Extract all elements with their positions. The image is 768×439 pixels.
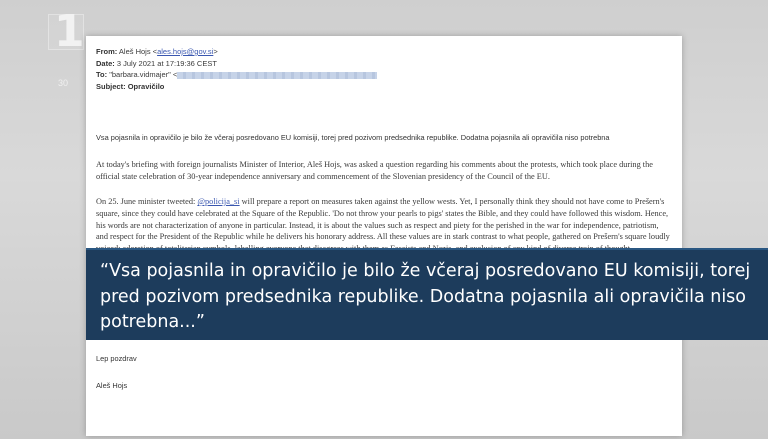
quote-caption-text: “Vsa pojasnila in opravičilo je bilo že včeraj posredovano EU komisiji, torej pred pozivom predsednika republike. Dodatna pojasnila ali opravičila niso potrebna...” — [100, 261, 751, 332]
para2-rest: will prepare a report on measures taken against the yellow wests. Yet, I personally think they should not have come to Prešern's square, since they could have celebrated at the Square of the Republic. 'Do not throw your pearls to pigs' states the Bible, and they could have followed this wisdom. Hence, his words are not characterization of anyone in particular. Instead, it is about the values such as respect and piety for the perished in the war for independence, patriotism, and respect for the President of the Republic while he delivers his honorary address. All these values are in stark contrast to what people, gathered on Prešern's square loudly — [96, 197, 670, 242]
caption-accent-line — [86, 248, 768, 250]
slovene-message: Vsa pojasnila in opravičilo je bilo že včeraj posredovano EU komisiji, torej pred pozivom predsednika republike. Dodatna pojasnila ali opravičila niso potrebna — [96, 133, 610, 142]
channel-logo — [48, 6, 85, 88]
closing-line: Lep pozdrav — [96, 354, 137, 363]
email-header — [96, 46, 377, 92]
para2-start: On 25. June minister tweeted: — [96, 197, 198, 206]
subject-line — [96, 81, 377, 93]
date-line — [96, 58, 377, 70]
subject-label: Subject: — [96, 81, 126, 91]
from-line — [96, 46, 377, 58]
email-document — [86, 36, 682, 436]
from-email-link[interactable]: ales.hojs@gov.si — [157, 47, 214, 56]
date-label: Date: — [96, 58, 115, 68]
from-end: > — [213, 47, 218, 56]
from-label: From: — [96, 47, 118, 56]
quote-caption-box — [86, 248, 768, 340]
logo-anniversary-mark: 30 — [58, 78, 69, 88]
redacted-address — [177, 72, 377, 79]
email-paragraph-2 — [96, 196, 671, 255]
to-label: To: — [96, 70, 108, 79]
police-handle-link[interactable]: @policija_si — [197, 197, 240, 206]
email-paragraph-1: At today's briefing with foreign journalists Minister of Interior, Aleš Hojs, was asked a question regarding his comments about the protests, which took place during the official state celebration of 30-year independence anniversary and commencement of the Slovenian presidency of the Council of the EU. — [96, 160, 653, 181]
subject-value: Opravičilo — [127, 81, 165, 91]
to-line — [96, 69, 377, 81]
from-name: Aleš Hojs < — [118, 47, 158, 56]
date-value: 3 July 2021 at 17:19:36 CEST — [116, 58, 217, 68]
signature: Aleš Hojs — [96, 381, 128, 390]
logo-number: 1 — [54, 6, 85, 57]
to-value: "barbara.vidmajer" < — [109, 70, 178, 79]
